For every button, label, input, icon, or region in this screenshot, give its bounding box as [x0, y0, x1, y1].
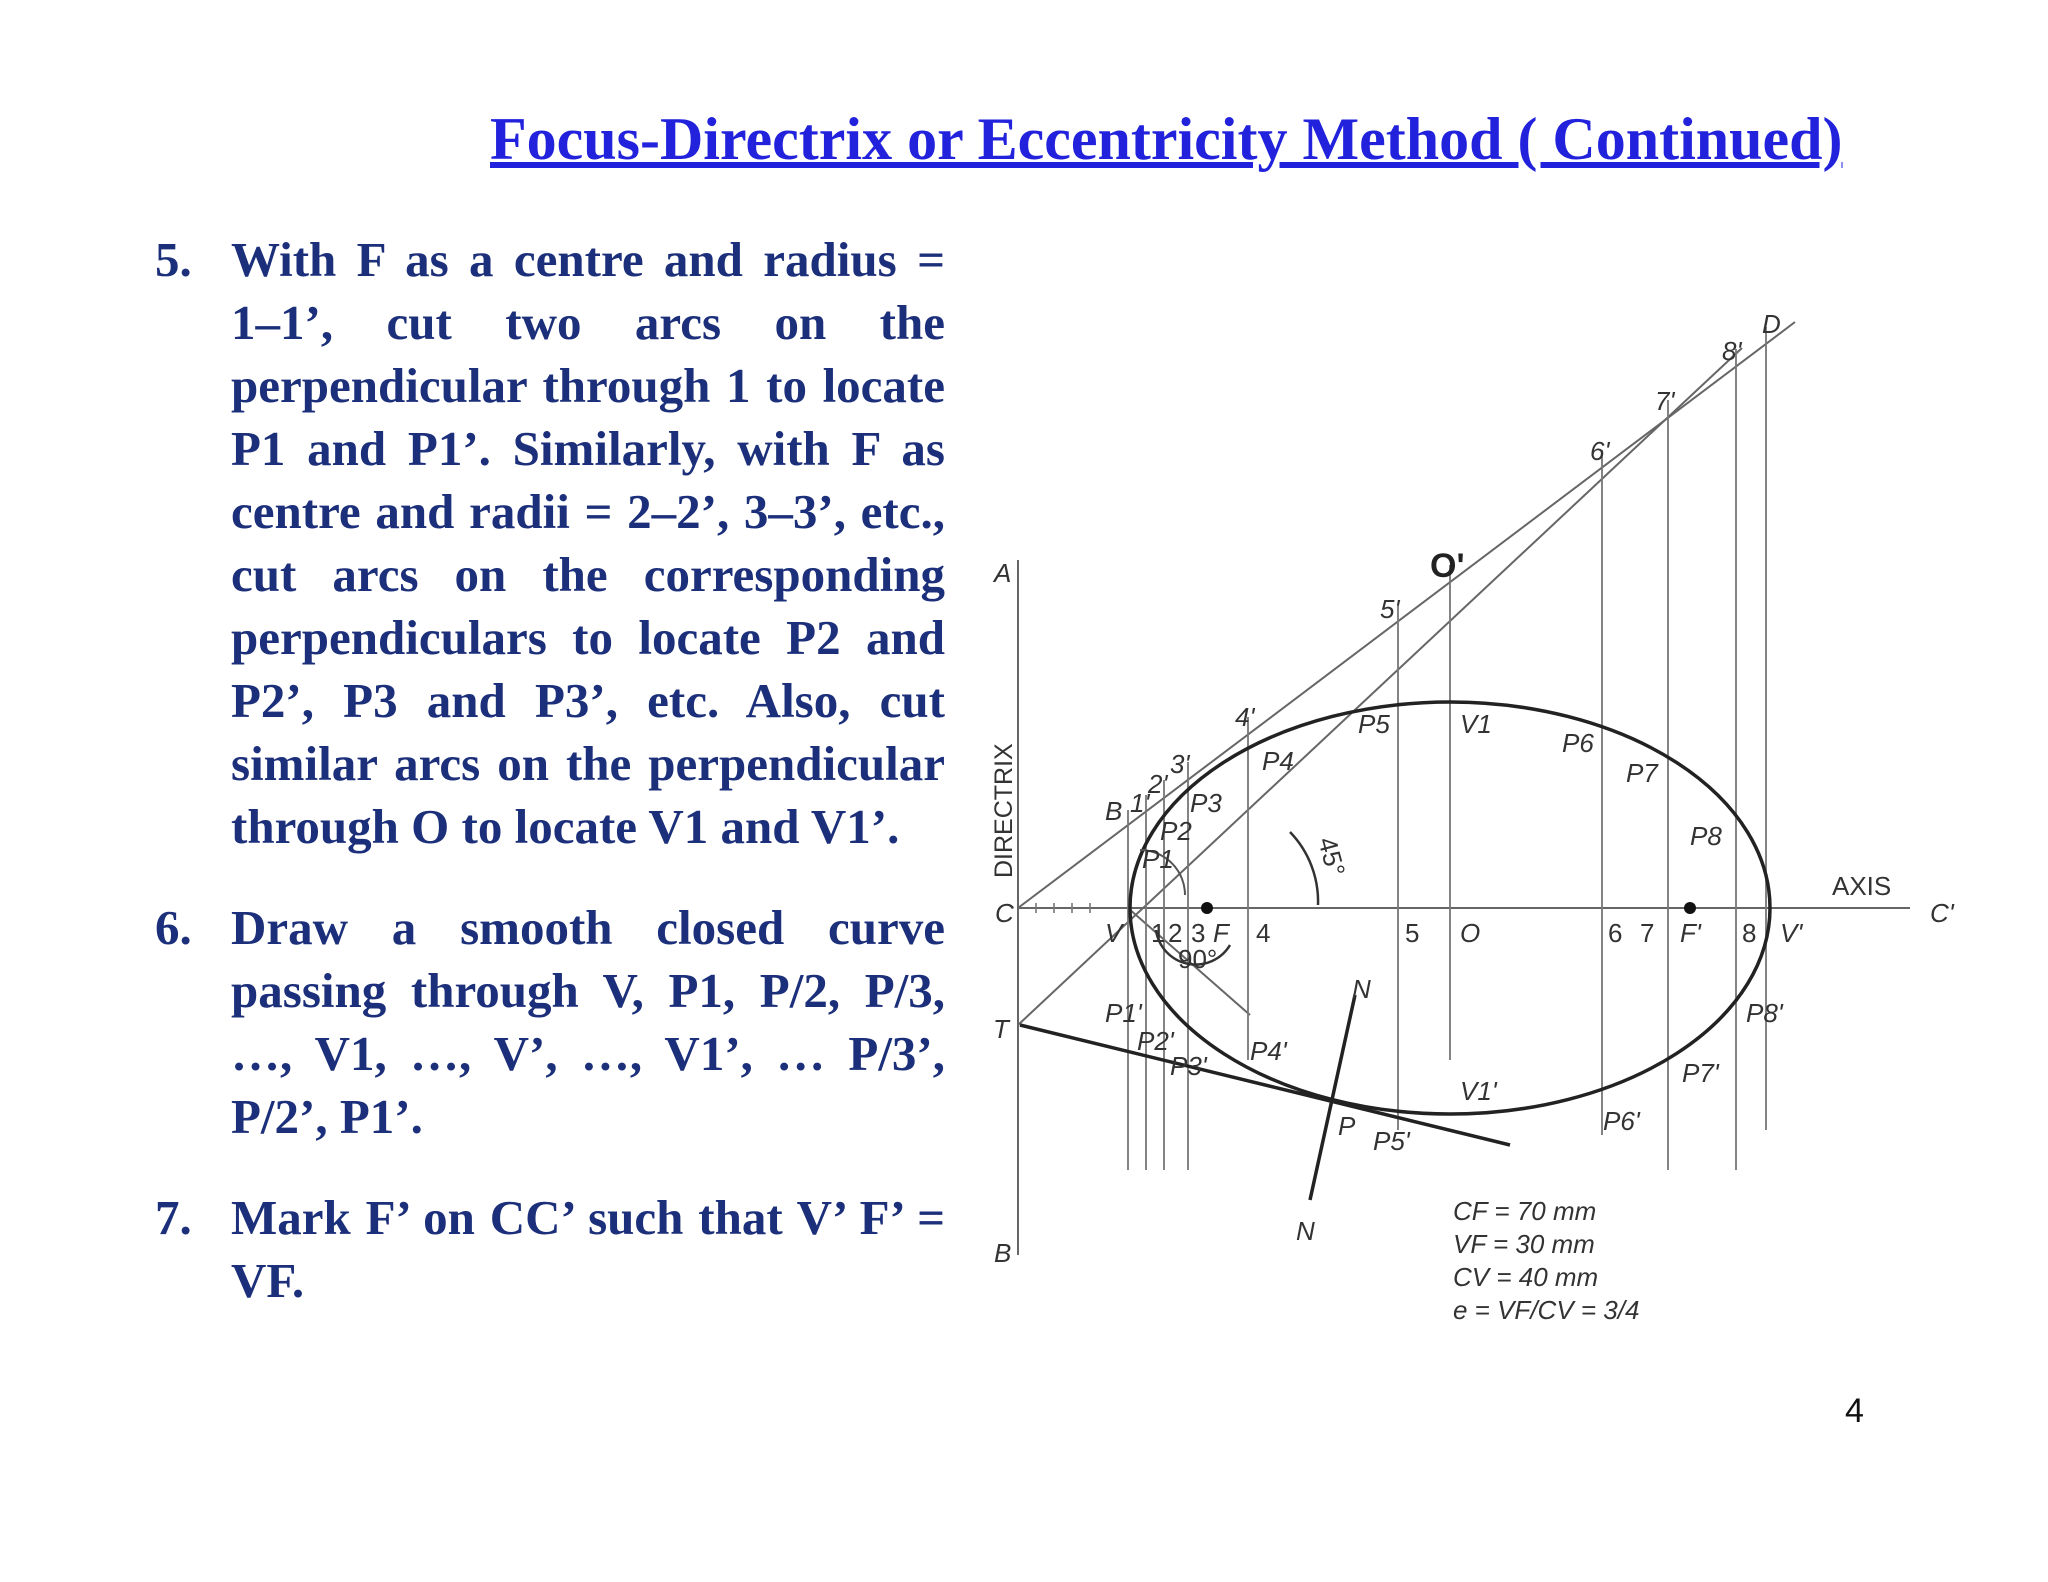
top-number: 5': [1380, 594, 1400, 624]
axis-number: 3: [1191, 918, 1206, 948]
label-v-prime: V': [1780, 918, 1803, 948]
label-o-prime: O': [1430, 547, 1465, 585]
label-v: V: [1105, 918, 1123, 948]
axis-number: 6: [1608, 918, 1623, 948]
point-label: P2': [1137, 1026, 1174, 1056]
label-c: C: [995, 898, 1014, 928]
label-f: F: [1213, 918, 1229, 948]
perpendiculars: [1128, 327, 1766, 1170]
top-number: 3': [1170, 749, 1190, 779]
spec-line: e = VF/CV = 3/4: [1453, 1295, 1640, 1325]
label-p: P: [1338, 1111, 1356, 1141]
step-text: Mark F’ on CC’ such that V’ F’ = VF.: [231, 1190, 945, 1308]
point-label: P8: [1690, 821, 1722, 851]
label-o: O: [1460, 918, 1481, 948]
label-t: T: [993, 1014, 1009, 1044]
point-label: P6: [1562, 728, 1594, 758]
angle-45-label: 45°: [1312, 833, 1352, 880]
spec-line: CF = 70 mm: [1453, 1196, 1597, 1226]
label-d: D: [1762, 309, 1781, 339]
page-number: 4: [1845, 1392, 1864, 1430]
point-label: P1: [1142, 844, 1174, 874]
step-number: 5.: [155, 232, 192, 287]
top-number: 6': [1590, 436, 1610, 466]
step-text: With F as a centre and radius = 1–1’, cut two arcs on the perpendicular through 1 to locate P1 and P1’. Similarly, with F as centre and radii = 2–2’, 3–3’, etc., cut arcs on the corresponding perpendiculars to locate P2 and P2’, P3 and P3’, etc. Also, cut similar arcs on the perpendicular through O to locate V1 and V1’.: [231, 232, 945, 854]
top-number: 8': [1722, 336, 1742, 366]
point-label: P3': [1170, 1051, 1207, 1081]
point-label: P5: [1358, 709, 1390, 739]
label-f-prime: F': [1680, 918, 1701, 948]
point-label: P7: [1626, 758, 1658, 788]
label-a: A: [994, 558, 1012, 588]
point-label: P8': [1746, 998, 1783, 1028]
axis-number: 2: [1168, 918, 1183, 948]
angle-90-label: 90°: [1178, 944, 1218, 974]
directrix-label: DIRECTRIX: [990, 743, 1018, 878]
line-cd: [1018, 322, 1795, 908]
top-number: 4': [1235, 702, 1255, 732]
top-number: 2': [1148, 769, 1168, 799]
focus-f-dot: [1201, 902, 1213, 914]
top-number: 7': [1655, 386, 1675, 416]
point-label: P6': [1603, 1106, 1640, 1136]
step-number: 7.: [155, 1190, 192, 1245]
label-n-top: N: [1352, 974, 1371, 1004]
axis-number: 5: [1405, 918, 1420, 948]
spec-line: CV = 40 mm: [1453, 1262, 1599, 1292]
step-number: 6.: [155, 900, 192, 955]
axis-number: 8: [1742, 918, 1757, 948]
point-label: P4: [1262, 746, 1294, 776]
point-label: P1': [1105, 998, 1142, 1028]
spec-line: VF = 30 mm: [1453, 1229, 1595, 1259]
focus-f-prime-dot: [1684, 902, 1696, 914]
axis-number: 4: [1256, 918, 1271, 948]
point-label: P5': [1373, 1126, 1410, 1156]
label-n-bottom: N: [1296, 1216, 1315, 1246]
label-c-prime: C': [1930, 898, 1954, 928]
slide-title: Focus-Directrix or Eccentricity Method ( Continued): [490, 106, 1843, 172]
point-label: P4': [1250, 1036, 1287, 1066]
point-label: P3: [1190, 788, 1222, 818]
line-tf: [1018, 348, 1742, 1025]
point-label: P2: [1160, 816, 1192, 846]
label-v1-prime: V1': [1460, 1076, 1497, 1106]
label-b-top: B: [1105, 796, 1123, 826]
point-label: P7': [1682, 1058, 1719, 1088]
axis-label: AXIS: [1832, 871, 1892, 901]
axis-number: 1: [1151, 918, 1166, 948]
label-v1: V1: [1460, 709, 1492, 739]
top-number: 1': [1130, 788, 1150, 818]
label-b-bottom: B: [994, 1238, 1012, 1268]
step-text: Draw a smooth closed curve passing through V, P1, P/2, P/3, …, V1, …, V’, …, V1’, … P/3’, P/2’, P1’.: [231, 900, 945, 1144]
axis-number: 7: [1640, 918, 1655, 948]
